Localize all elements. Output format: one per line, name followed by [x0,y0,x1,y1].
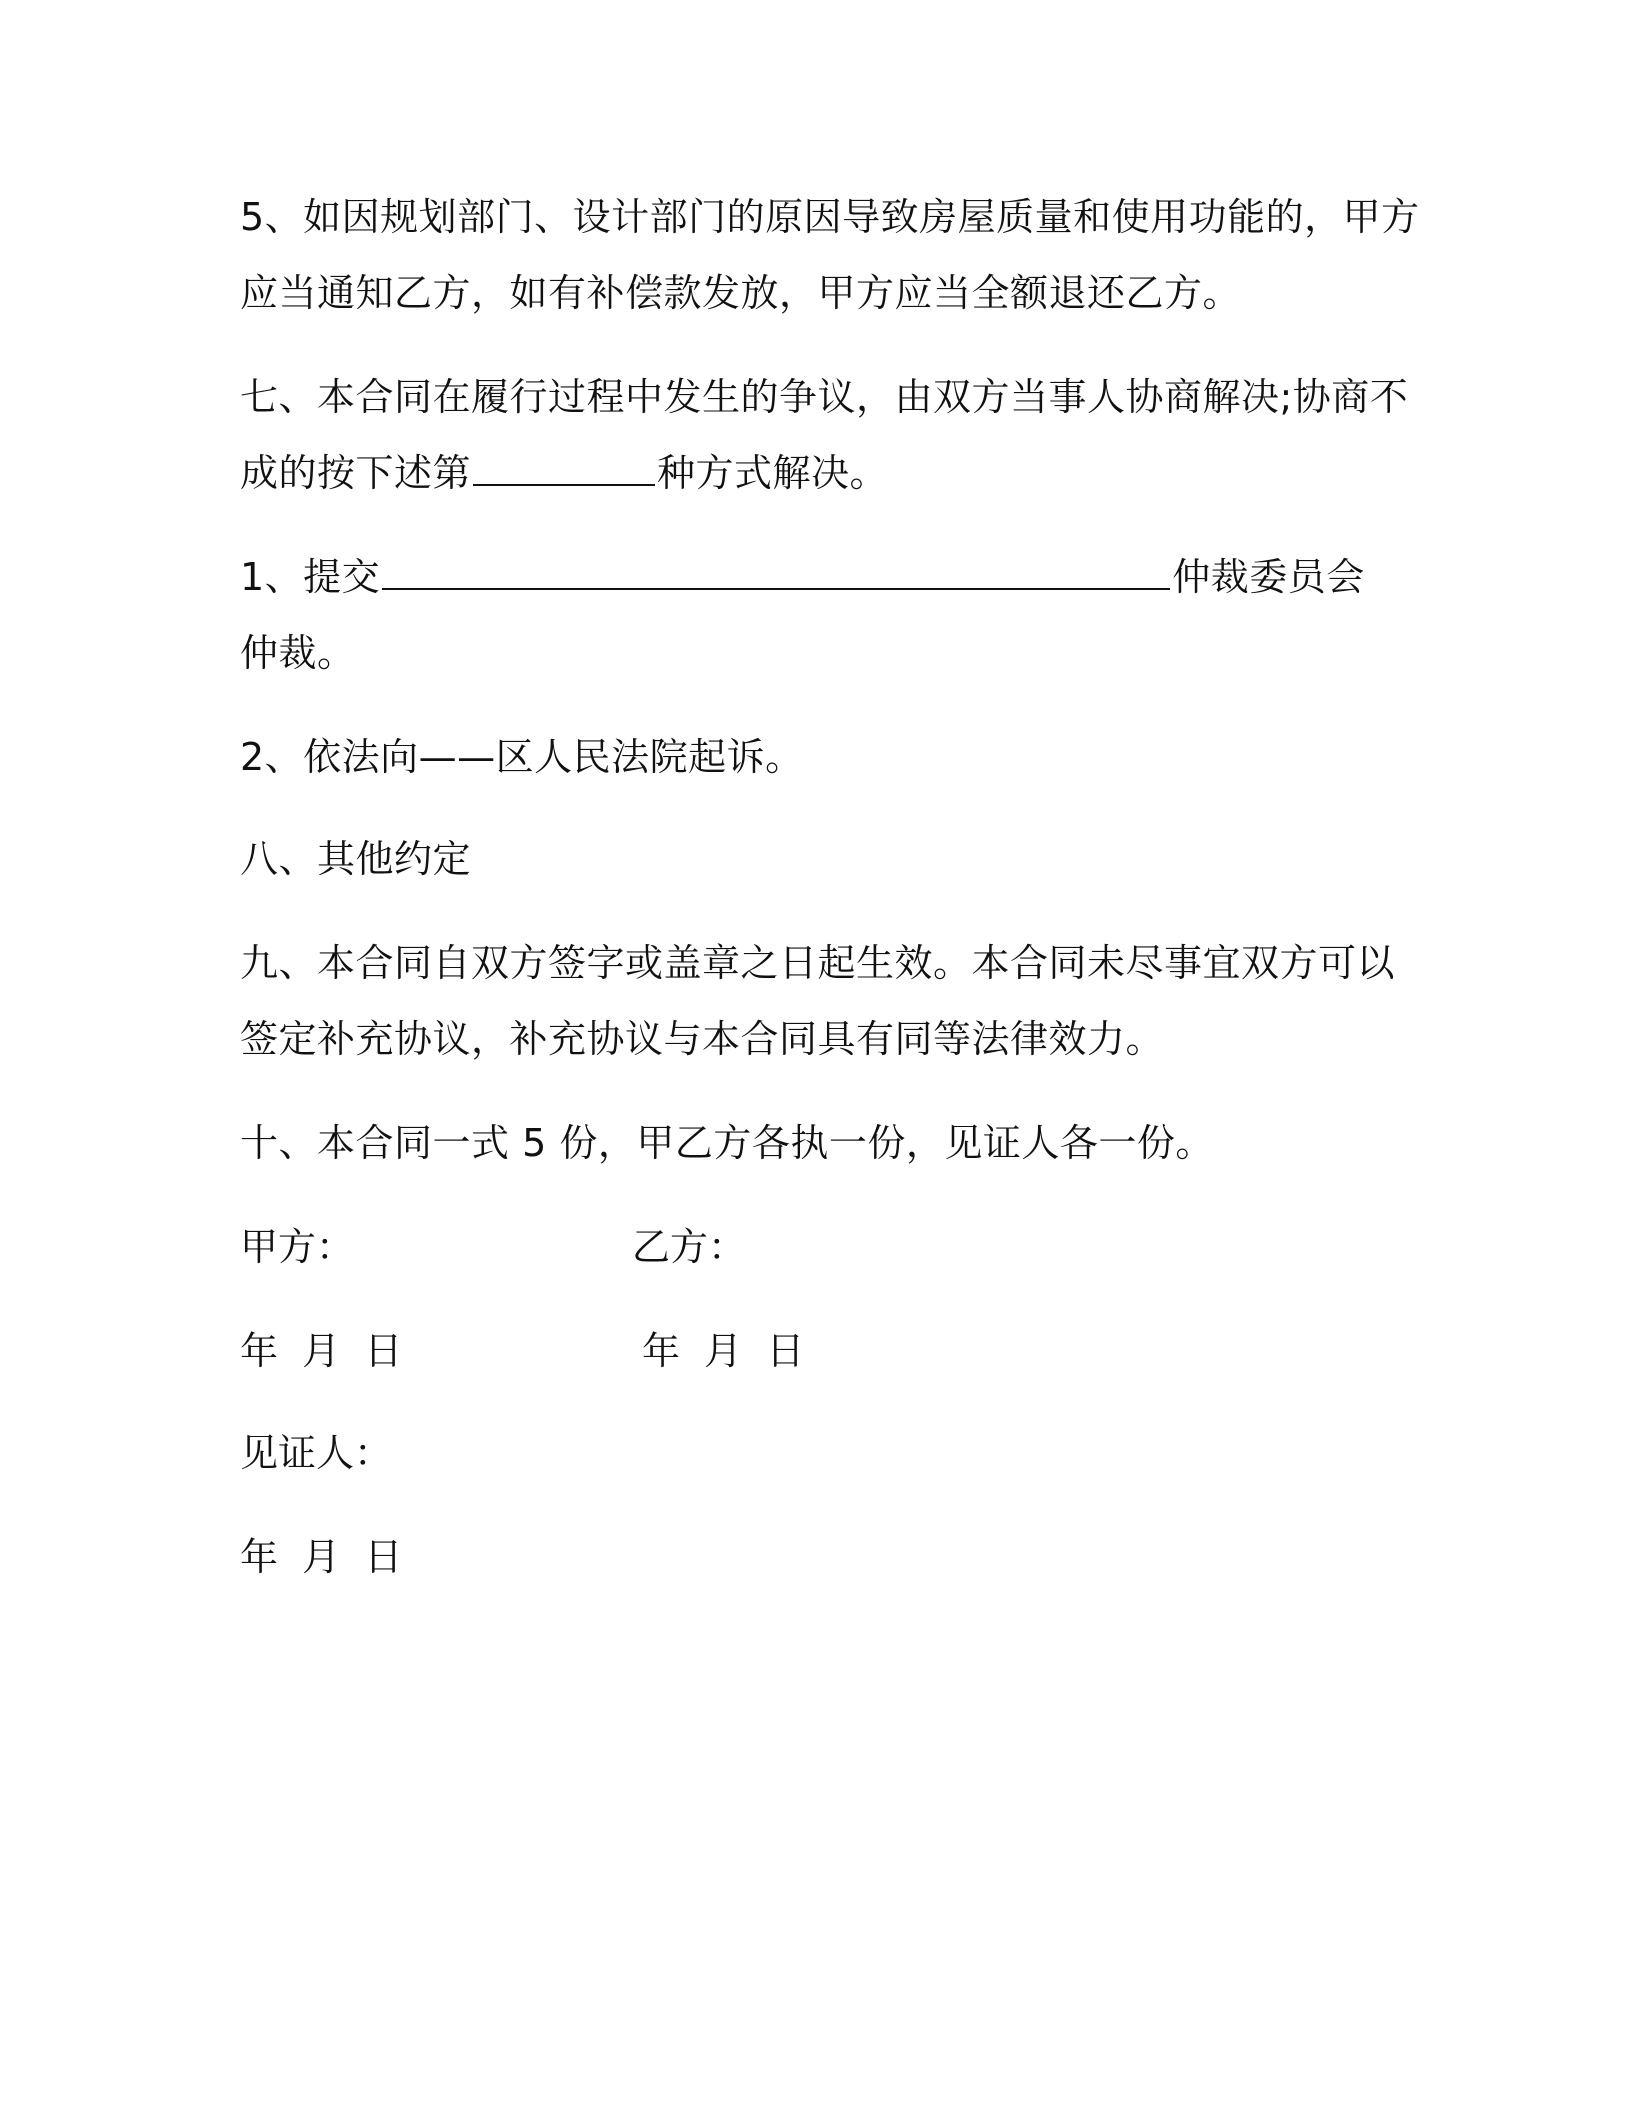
option-1-suffix: 仲裁委员会 [1172,555,1365,599]
clause-10-line: 十、本合同一式 5 份，甲乙方各执一份，见证人各一份。 [240,1121,1214,1165]
clause-7-line-2 [240,448,888,498]
clause-9-line-1: 九、本合同自双方签字或盖章之日起生效。本合同未尽事宜双方可以 [240,941,1396,985]
party-b-label: 乙方： [632,1225,747,1269]
witness-date: 年 月 日 [240,1535,403,1579]
party-b-date: 年 月 日 [642,1329,805,1373]
clause-7-line-2-suffix: 种方式解决。 [657,451,889,495]
clause-5-line-2: 应当通知乙方，如有补偿款发放，甲方应当全额退还乙方。 [240,271,1242,315]
option-1-line-2: 仲裁。 [240,631,356,675]
option-2-line: 2、依法向——区人民法院起诉。 [240,735,804,779]
option-1-prefix: 1、提交 [240,555,381,599]
clause-5-line-1: 5、如因规划部门、设计部门的原因导致房屋质量和使用功能的，甲方 [240,195,1420,239]
witness-label: 见证人： [240,1431,393,1475]
option-1-line-1 [240,552,1365,602]
arbitration-committee-blank[interactable] [382,554,1170,590]
method-number-blank[interactable] [473,450,655,486]
clause-9-line-2: 签定补充协议，补充协议与本合同具有同等法律效力。 [240,1017,1165,1061]
clause-8-heading: 八、其他约定 [240,837,472,881]
party-a-label: 甲方： [240,1225,355,1269]
party-a-date: 年 月 日 [240,1329,403,1373]
clause-7-line-2-prefix: 成的按下述第 [240,451,472,495]
clause-7-line-1: 七、本合同在履行过程中发生的争议，由双方当事人协商解决;协商不 [240,375,1409,419]
